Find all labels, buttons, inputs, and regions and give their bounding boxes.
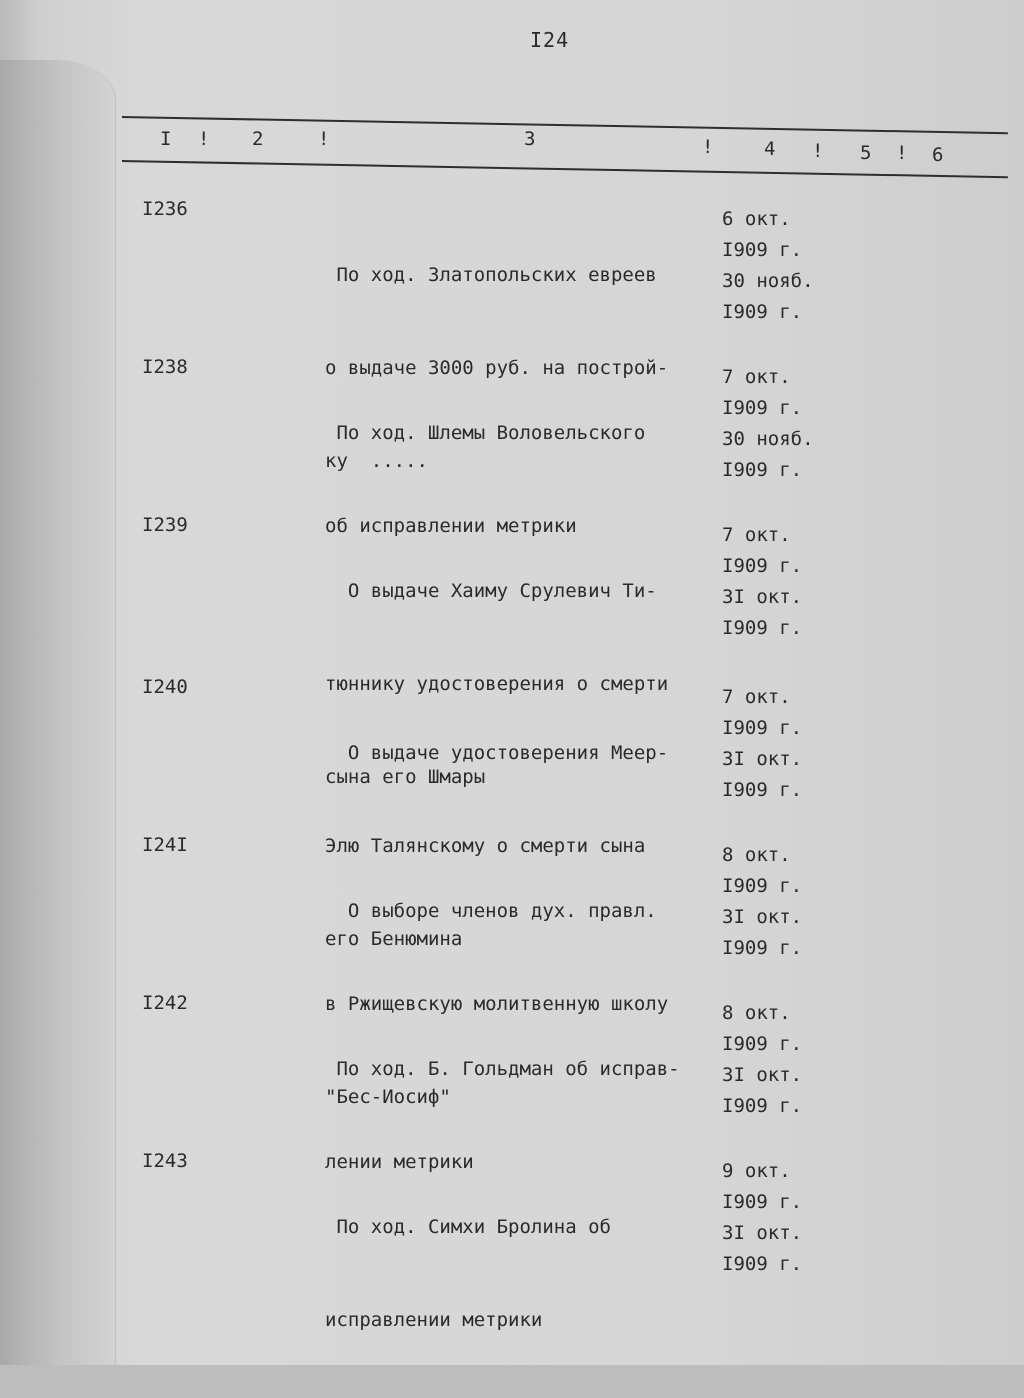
header-separator: ! (896, 142, 908, 164)
entry-number: I236 (142, 198, 188, 220)
entry-dates (722, 520, 832, 644)
table-header (150, 128, 1010, 166)
start-date: 7 окт. (722, 686, 791, 708)
header-col-5: 5 (860, 142, 872, 164)
end-year: I909 г. (722, 617, 803, 639)
header-col-6: 6 (932, 144, 944, 166)
entry-dates (722, 682, 832, 806)
start-year: I909 г. (722, 239, 803, 261)
description-line: сына его Шмары (325, 766, 486, 788)
book-binding-edge (0, 60, 116, 1365)
description-line: Элю Талянскому о смерти сына (325, 835, 646, 857)
entry-number: I240 (142, 676, 188, 698)
start-year: I909 г. (722, 1191, 803, 1213)
header-separator: ! (198, 128, 210, 150)
description-line: тюннику удостоверения о смерти (325, 673, 669, 695)
end-date: 3I окт. (722, 906, 803, 928)
start-year: I909 г. (722, 717, 803, 739)
entry-number: I239 (142, 514, 188, 536)
end-year: I909 г. (722, 779, 803, 801)
start-year: I909 г. (722, 555, 803, 577)
start-year: I909 г. (722, 875, 803, 897)
header-col-2: 2 (252, 128, 264, 150)
header-separator: ! (702, 136, 714, 158)
entry-dates (722, 362, 832, 486)
end-date: 3I окт. (722, 748, 803, 770)
end-date: 3I окт. (722, 586, 803, 608)
end-date: 3I окт. (722, 1064, 803, 1086)
entry-number: I243 (142, 1150, 188, 1172)
start-date: 7 окт. (722, 524, 791, 546)
header-col-3: 3 (524, 128, 536, 150)
table-header-rule (122, 160, 1008, 178)
start-date: 6 окт. (722, 208, 791, 230)
description-line: О выдаче Хаиму Срулевич Ти- (325, 580, 657, 602)
header-separator: ! (812, 140, 824, 162)
start-year: I909 г. (722, 1033, 803, 1055)
end-year: I909 г. (722, 459, 803, 481)
description-line: "Бес-Иосиф" (325, 1086, 451, 1108)
page-number: I24 (530, 28, 570, 52)
end-date: 30 нояб. (722, 428, 814, 450)
description-line: О выдаче удостоверения Меер- (325, 742, 669, 764)
end-year: I909 г. (722, 1095, 803, 1117)
entry-dates (722, 998, 832, 1122)
entry-dates (722, 204, 832, 328)
entry-dates (722, 840, 832, 964)
end-year: I909 г. (722, 1253, 803, 1275)
description-line: его Бенюмина (325, 928, 463, 950)
description-line: в Ржищевскую молитвенную школу (325, 993, 669, 1015)
start-date: 7 окт. (722, 366, 791, 388)
description-line: об исправлении метрики (325, 515, 577, 537)
description-line: По ход. Б. Гольдман об исправ- (325, 1058, 680, 1080)
description-line: О выборе членов дух. правл. (325, 900, 657, 922)
description-line: о выдаче 3000 руб. на построй- (325, 357, 669, 379)
start-date: 8 окт. (722, 844, 791, 866)
entry-number: I242 (142, 992, 188, 1014)
description-line: По ход. Симхи Бролина об (325, 1216, 611, 1238)
description-line: По ход. Шлемы Воловельского (325, 422, 646, 444)
start-date: 8 окт. (722, 1002, 791, 1024)
entry-number: I24I (142, 834, 188, 856)
description-line: ку ..... (325, 450, 428, 472)
start-year: I909 г. (722, 397, 803, 419)
start-date: 9 окт. (722, 1160, 791, 1182)
entry-description (325, 1150, 720, 1398)
entry-number: I238 (142, 356, 188, 378)
end-date: 30 нояб. (722, 270, 814, 292)
header-col-4: 4 (764, 138, 776, 160)
end-year: I909 г. (722, 937, 803, 959)
description-line: исправлении метрики (325, 1309, 543, 1331)
description-line: лении метрики (325, 1151, 474, 1173)
entry-dates (722, 1156, 832, 1280)
end-date: 3I окт. (722, 1222, 803, 1244)
end-year: I909 г. (722, 301, 803, 323)
description-line: По ход. Златопольских евреев (325, 264, 657, 286)
header-col-1: I (160, 128, 172, 150)
header-separator: ! (318, 128, 330, 150)
